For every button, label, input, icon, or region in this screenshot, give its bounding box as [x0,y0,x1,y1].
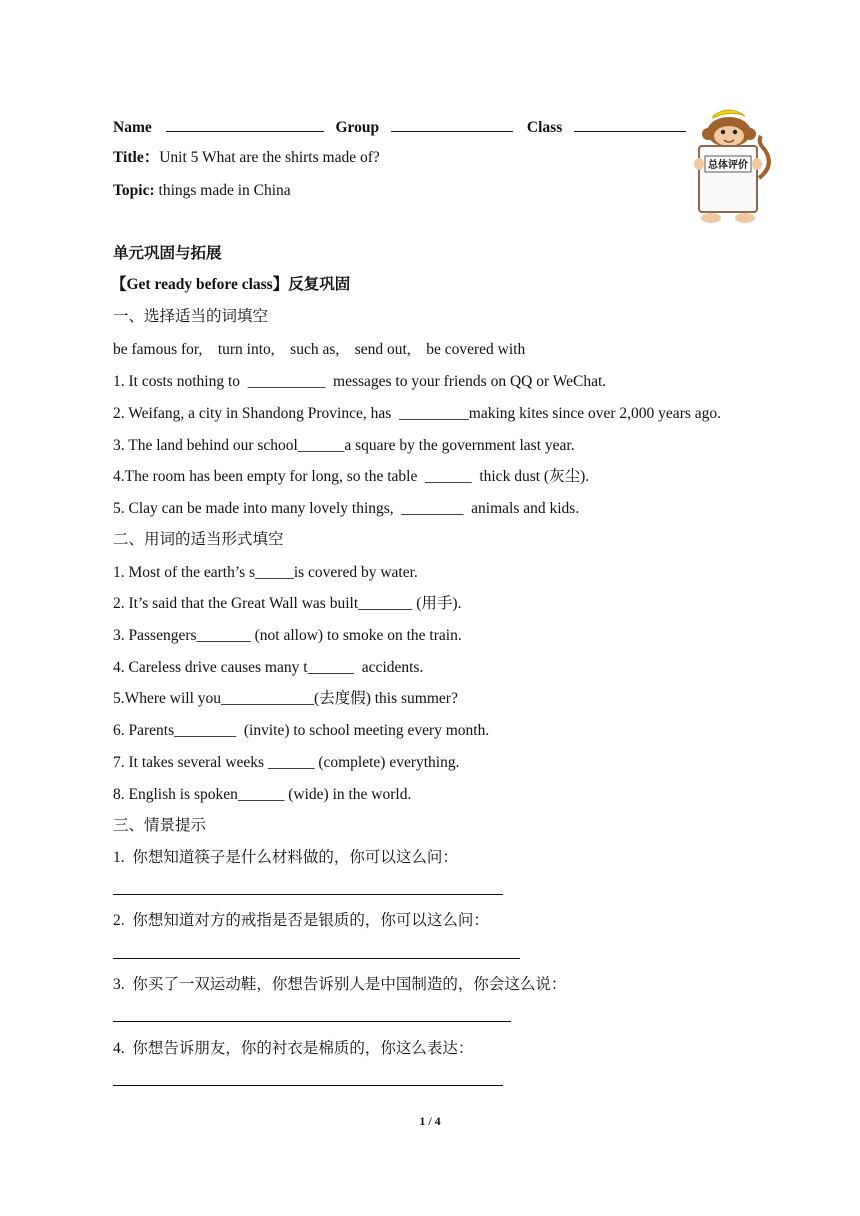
class-label: Class [526,119,563,136]
part3-item: 3. 你买了一双运动鞋，你想告诉别人是中国制造的，你会这么说： [113,976,567,993]
evaluation-badge-icon [683,106,775,226]
part1-item: 1. It costs nothing to __________ messages to your friends on QQ or WeChat. [113,373,607,390]
part2-title: 二、用词的适当形式填空 [113,531,284,548]
page-number: 1 / 4 [419,1114,441,1128]
student-info-row [113,117,686,138]
part1-title: 一、选择适当的词填空 [113,308,269,325]
class-blank[interactable] [574,117,686,132]
part1-item: 5. Clay can be made into many lovely things, ________ animals and kids. [113,500,580,517]
group-blank[interactable] [391,117,513,132]
part3-item: 4. 你想告诉朋友，你的衬衣是棉质的，你这么表达： [113,1040,474,1057]
group-label: Group [335,119,380,136]
answer-line[interactable] [113,958,520,959]
topic-row [113,181,291,201]
subheading: 【Get ready before class】反复巩固 [111,276,351,293]
part2-item: 3. Passengers_______ (not allow) to smoke on the train. [113,627,462,644]
part1-item: 3. The land behind our school______a square by the government last year. [113,437,575,454]
part2-item: 8. English is spoken______ (wide) in the world. [113,786,412,803]
part2-item: 4. Careless drive causes many t______ accidents. [113,659,424,676]
answer-line[interactable] [113,1085,503,1086]
topic-value: things made in China [154,182,291,199]
word-bank: be famous for, turn into, such as, send out, be covered with [113,341,526,358]
title-value: Unit 5 What are the shirts made of? [159,149,380,166]
part2-item: 6. Parents________ (invite) to school meeting every month. [113,722,490,739]
part2-item: 2. It’s said that the Great Wall was built_______ (用手). [113,595,462,612]
title-label: Title： [113,149,160,166]
answer-line[interactable] [113,894,503,895]
title-row [113,148,380,168]
part1-item: 2. Weifang, a city in Shandong Province, has _________making kites since over 2,000 years ago. [113,405,722,422]
part3-title: 三、情景提示 [113,817,207,834]
part3-item: 1. 你想知道筷子是什么材料做的，你可以这么问： [113,849,458,866]
section-heading: 单元巩固与拓展 [113,245,222,262]
part2-item: 7. It takes several weeks ______ (complete) everything. [113,754,460,771]
part3-item: 2. 你想知道对方的戒指是否是银质的，你可以这么问： [113,912,489,929]
part2-item: 1. Most of the earth’s s_____is covered by water. [113,564,418,581]
part1-item: 4.The room has been empty for long, so the table ______ thick dust (灰尘). [113,468,590,485]
answer-line[interactable] [113,1021,511,1022]
topic-label: Topic: [113,182,155,199]
part2-item: 5.Where will you____________(去度假) this summer? [113,690,458,707]
badge-text: 总体评价 [708,160,748,171]
name-label: Name [113,119,152,136]
name-blank[interactable] [166,117,324,132]
